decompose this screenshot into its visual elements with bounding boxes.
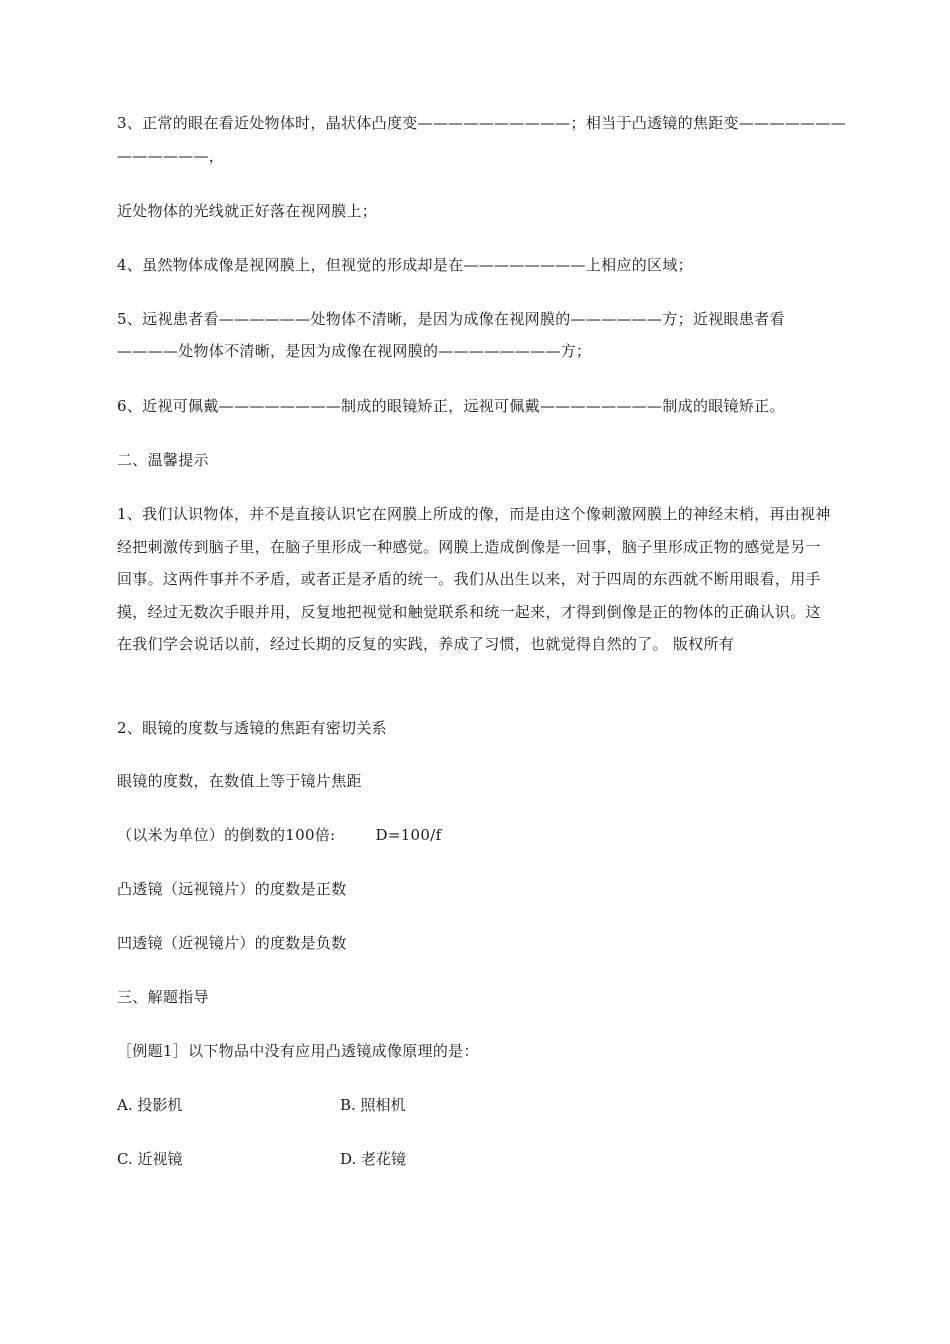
option-a: A. 投影机 xyxy=(117,1096,183,1114)
option-d: D. 老花镜 xyxy=(340,1150,407,1168)
option-c: C. 近视镜 xyxy=(117,1150,183,1168)
tip-1-paragraph: 1、我们认识物体，并不是直接认识它在网膜上所成的像，而是由这个像刺激网膜上的神经末梢，再由视神经把刺激传到脑子里，在脑子里形成一种感觉。网膜上造成倒像是一回事，脑子里形成正物的感觉是另一回事。这两件事并不矛盾，或者正是矛盾的统一。我们从出生以来，对于四周的东西就不断用眼看，用手摸，经过无数次手眼并用，反复地把视觉和触觉联系和统一起来，才得到倒像是正的物体的正确认识。这在我们学会说话以前，经过长期的反复的实践，养成了习惯，也就觉得自然的了。 版权所有 xyxy=(117,505,831,653)
section-2-title: 二、温馨提示 xyxy=(117,451,209,469)
tip-2-line-4: 凹透镜（近视镜片）的度数是负数 xyxy=(117,934,347,952)
option-b: B. 照相机 xyxy=(340,1096,406,1114)
question-5: 5、远视患者看——————处物体不清晰，是因为成像在视网膜的——————方；近视眼患者看————处物体不清晰，是因为成像在视网膜的————————方； xyxy=(117,310,785,360)
tip-2-line-1: 眼镜的度数，在数值上等于镜片焦距 xyxy=(117,772,362,790)
tip-2-line-2 xyxy=(117,820,837,850)
example-1-question: ［例题1］以下物品中没有应用凸透镜成像原理的是： xyxy=(117,1042,479,1060)
question-3-line-1: 3、正常的眼在看近处物体时，晶状体凸度变——————————；相当于凸透镜的焦距变——————— xyxy=(117,114,846,132)
question-3-line-3: 近处物体的光线就正好落在视网膜上； xyxy=(117,202,378,220)
tip-2-title: 2、眼镜的度数与透镜的焦距有密切关系 xyxy=(117,719,387,737)
tip-2-line-3: 凸透镜（远视镜片）的度数是正数 xyxy=(117,880,347,898)
tip-2-line-2-text: （以米为单位）的倒数的100倍: xyxy=(117,826,336,844)
section-3-title: 三、解题指导 xyxy=(117,988,209,1006)
tip-2-formula: D=100/f xyxy=(375,826,442,844)
question-6: 6、近视可佩戴————————制成的眼镜矫正，远视可佩戴————————制成的眼镜矫正。 xyxy=(117,397,785,415)
question-4: 4、虽然物体成像是视网膜上，但视觉的形成却是在————————上相应的区域； xyxy=(117,256,693,274)
question-3-line-2: ——————， xyxy=(117,147,225,165)
